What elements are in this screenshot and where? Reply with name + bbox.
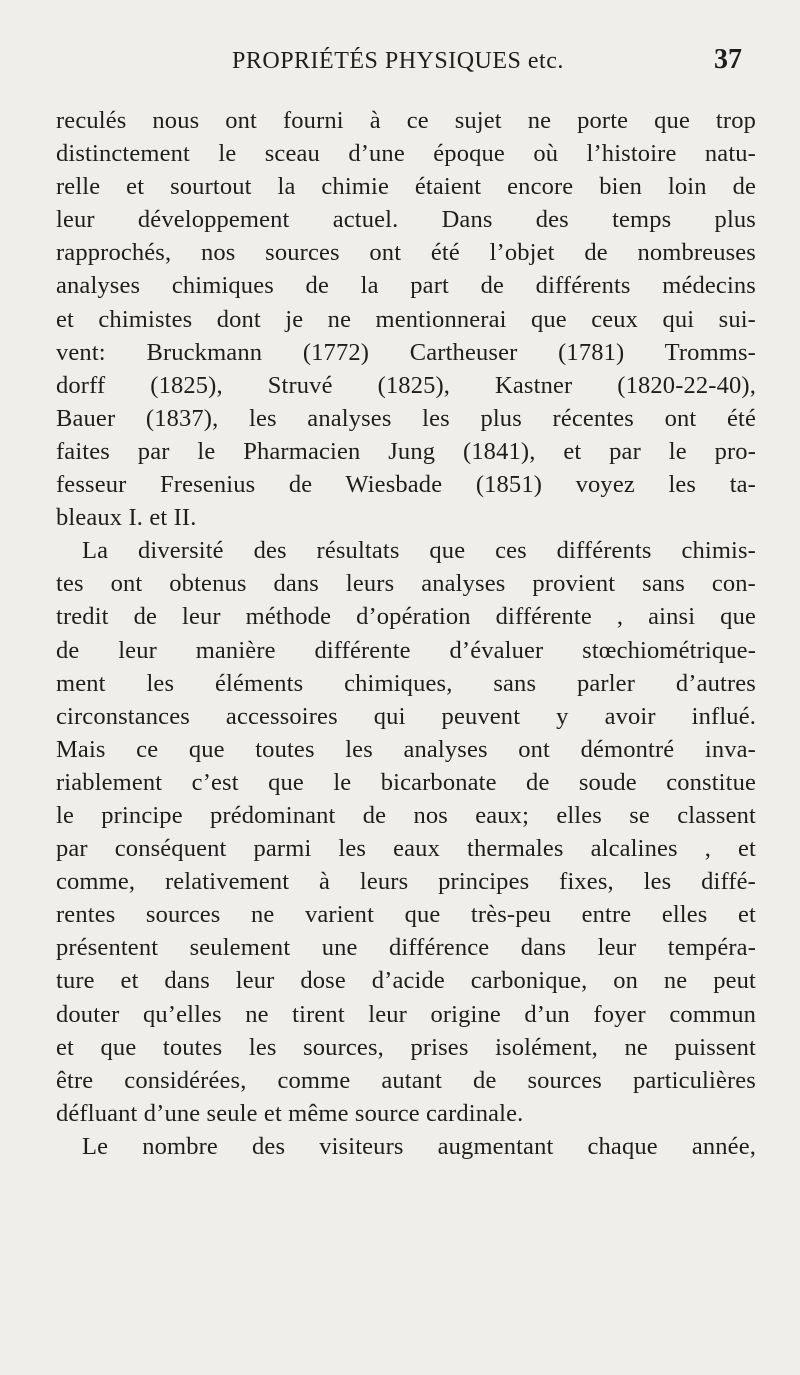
text-line: relle et sourtout la chimie étaient encore bien loin de <box>56 173 756 201</box>
text-line: fesseur Fresenius de Wiesbade (1851) voyez les ta- <box>56 471 756 499</box>
text-line: vent: Bruckmann (1772) Cartheuser (1781) Tromms- <box>56 338 756 366</box>
text-line: riablement c’est que le bicarbonate de soude constitue <box>56 768 756 796</box>
body-text <box>56 104 756 1163</box>
text-line: bleaux I. et II. <box>56 504 197 532</box>
text-line: faites par le Pharmacien Jung (1841), et par le pro- <box>56 437 756 465</box>
text-line: rentes sources ne varient que très-peu entre elles et <box>56 901 756 929</box>
text-line: circonstances accessoires qui peuvent y avoir influé. <box>56 702 756 730</box>
text-line: comme, relativement à leurs principes fixes, les diffé- <box>56 868 756 896</box>
text-line: Bauer (1837), les analyses les plus récentes ont été <box>56 404 756 432</box>
text-line: et chimistes dont je ne mentionnerai que ceux qui sui- <box>56 305 756 333</box>
text-line: reculés nous ont fourni à ce sujet ne porte que trop <box>56 107 756 134</box>
page-number: 37 <box>714 44 742 75</box>
text-line: être considérées, comme autant de sources particulières <box>56 1066 756 1094</box>
text-line: et que toutes les sources, prises isolément, ne puissent <box>56 1033 756 1061</box>
paragraph-start-line: Le nombre des visiteurs augmentant chaque année, <box>82 1132 756 1160</box>
text-line: ment les éléments chimiques, sans parler d’autres <box>56 669 756 697</box>
text-line: de leur manière différente d’évaluer stœchiométrique- <box>56 636 756 664</box>
text-line: Mais ce que toutes les analyses ont démontré inva- <box>56 735 756 763</box>
text-line: tredit de leur méthode d’opération différente , ainsi que <box>56 603 756 631</box>
text-line: dorff (1825), Struvé (1825), Kastner (1820-22-40), <box>56 371 756 399</box>
paragraph-start-line: La diversité des résultats que ces différents chimis- <box>82 537 756 565</box>
text-line: par conséquent parmi les eaux thermales alcalines , et <box>56 835 756 863</box>
running-head: PROPRIÉTÉS PHYSIQUES etc. <box>232 48 564 74</box>
text-line: défluant d’une seule et même source cardinale. <box>56 1099 524 1127</box>
text-line: rapprochés, nos sources ont été l’objet de nombreuses <box>56 239 756 267</box>
text-line: tes ont obtenus dans leurs analyses provient sans con- <box>56 570 756 598</box>
text-line: distinctement le sceau d’une époque où l’histoire natu- <box>56 140 756 168</box>
text-line: ture et dans leur dose d’acide carbonique, on ne peut <box>56 967 756 995</box>
text-line: analyses chimiques de la part de différents médecins <box>56 272 756 300</box>
text-line: le principe prédominant de nos eaux; elles se classent <box>56 801 756 829</box>
text-line: présentent seulement une différence dans leur tempéra- <box>56 934 756 962</box>
text-line: leur développement actuel. Dans des temps plus <box>56 206 756 234</box>
text-line: douter qu’elles ne tirent leur origine d’un foyer commun <box>56 1000 756 1028</box>
